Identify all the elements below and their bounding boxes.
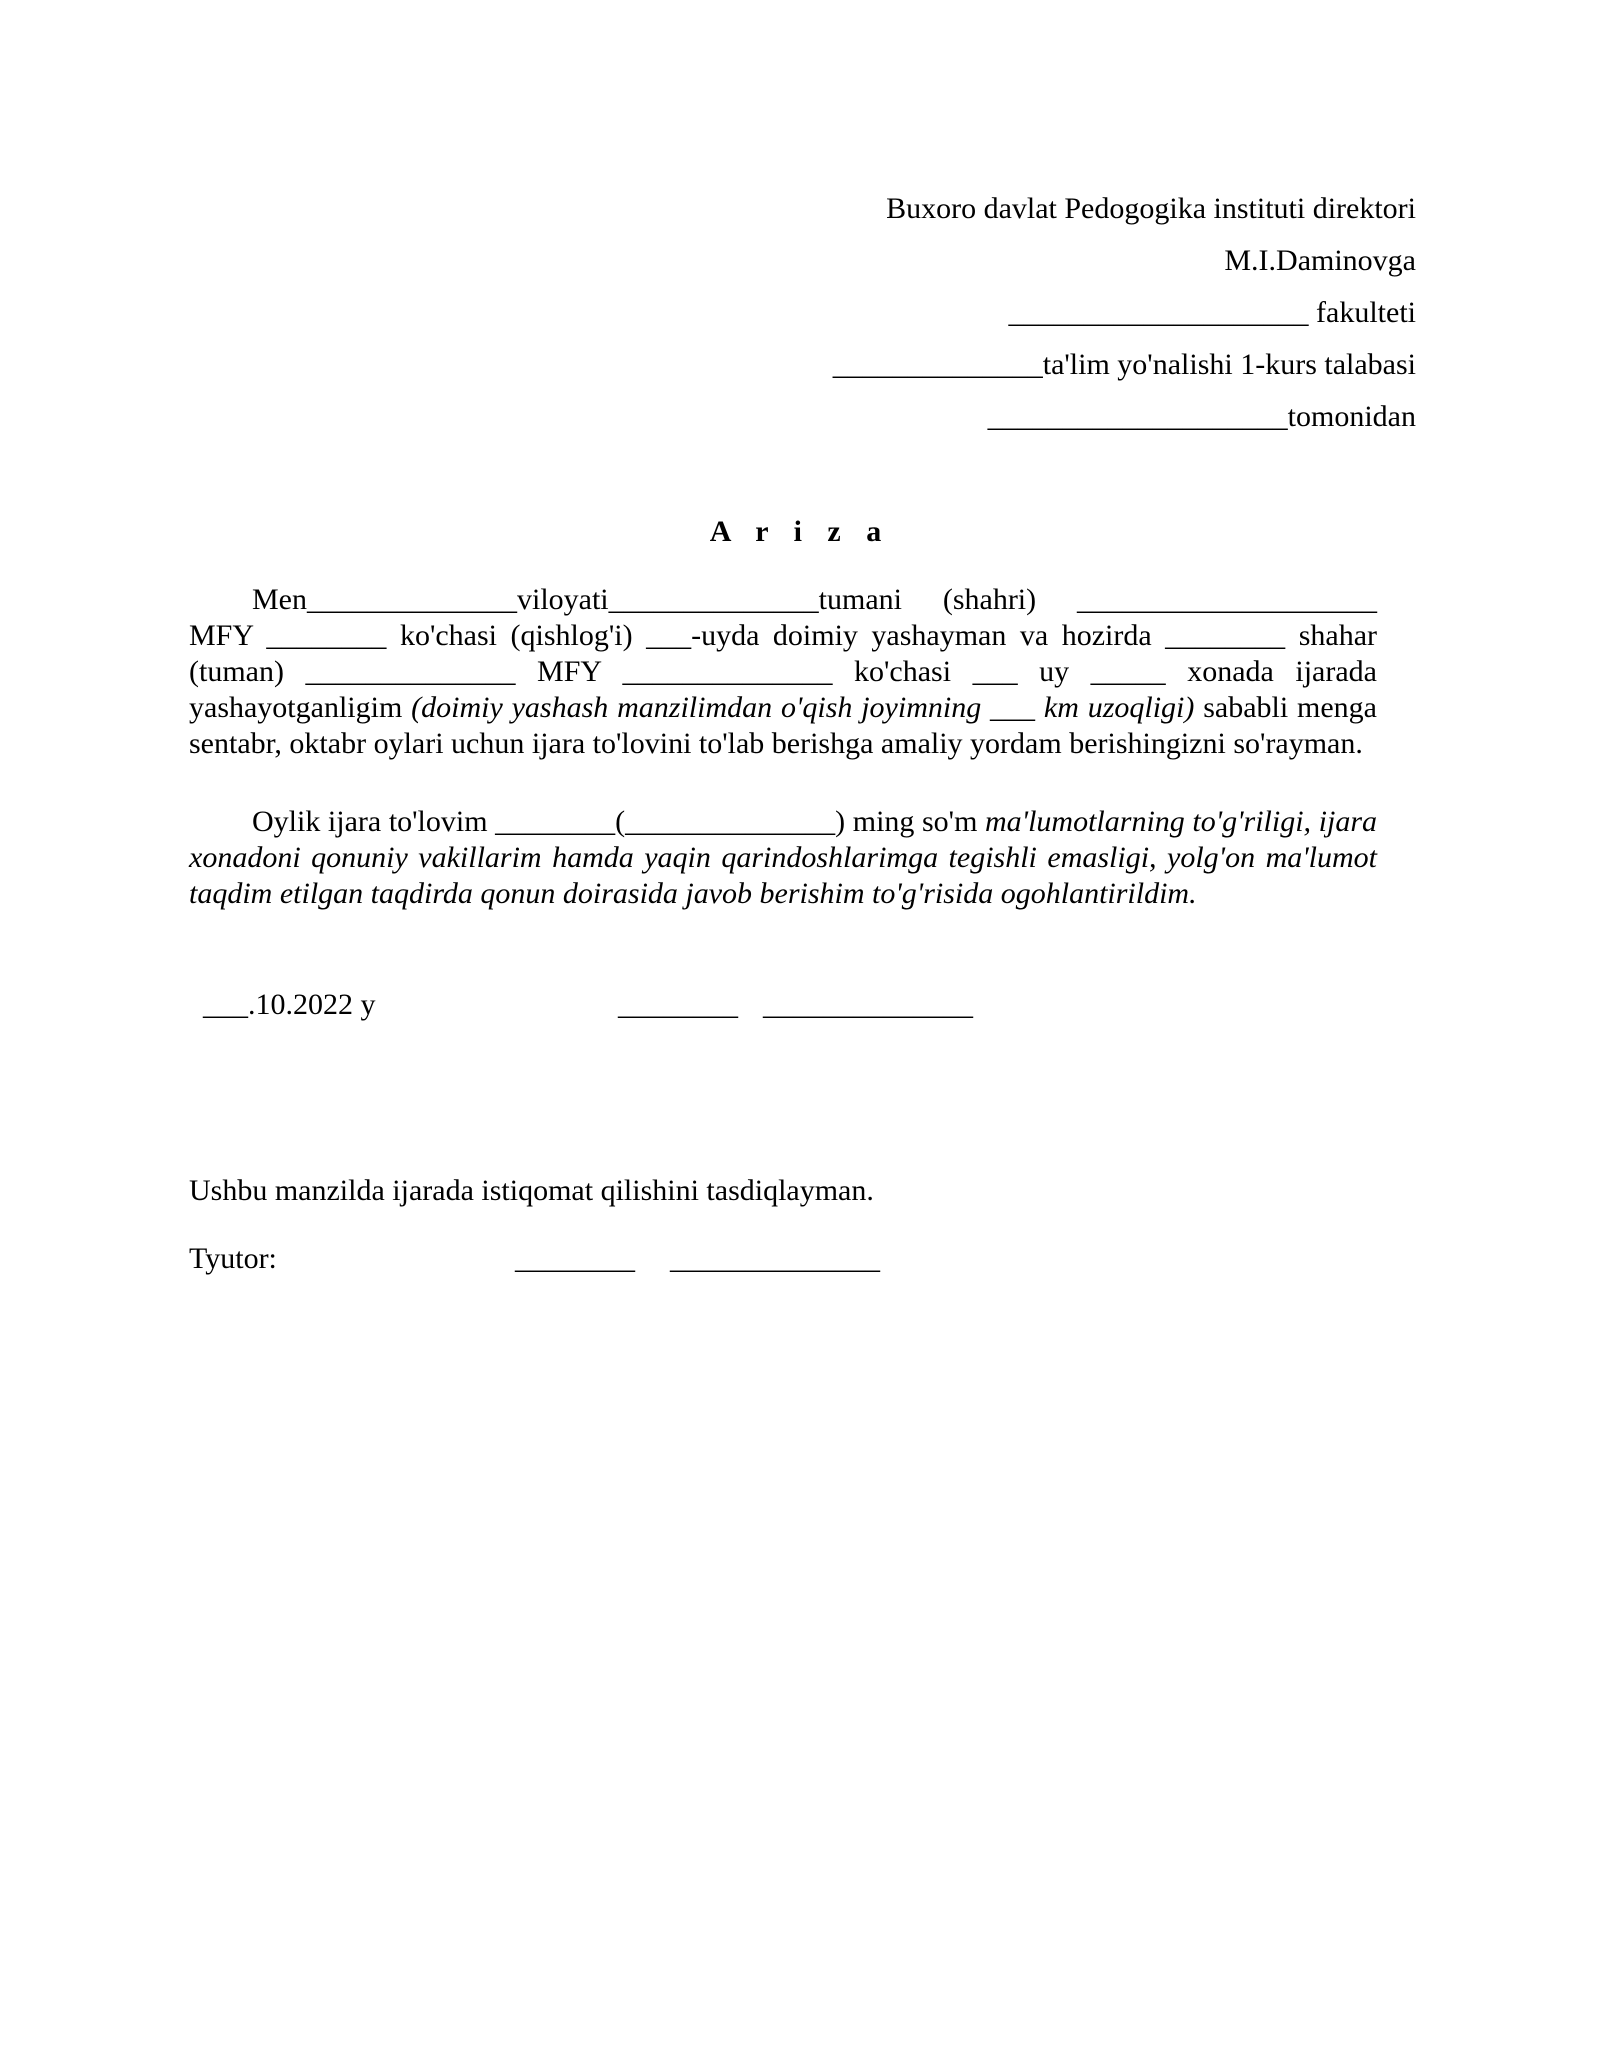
addressee-director: M.I.Daminovga: [1224, 244, 1416, 277]
addressee-institution: Buxoro davlat Pedogogika instituti direktori: [886, 192, 1416, 225]
distance-note: (doimiy yashash manzilimdan o'qish joyimning ___ km uzoqligi): [411, 691, 1195, 724]
request-text-start: Men______________viloyati______________tumani (shahri) ____________________ MFY ________ ko'chasi (qishlog'i) ___-uyda doimiy yashayman va hozirda ________ shahar (tuman) ______________ MFY ______________ ko'chasi ___ uy _____ xonada ijarada yashayotganligim: [189, 583, 1385, 724]
date-field: ___.10.2022 y: [203, 988, 376, 1021]
document-title: A r i z a: [709, 515, 891, 548]
faculty-line: ____________________ fakulteti: [1008, 296, 1416, 329]
tutor-name-blank: ______________: [670, 1242, 880, 1275]
request-text-end: sababli menga sentabr, oktabr oylari uchun ijara to'lovini to'lab berishga amaliy yordam berishingizni so'rayman.: [189, 691, 1385, 760]
tutor-signature-blank: ________: [515, 1242, 635, 1275]
tutor-label: Tyutor:: [189, 1242, 277, 1275]
signature-blank: ________: [618, 988, 738, 1021]
from-line: ____________________tomonidan: [987, 400, 1416, 433]
student-direction-line: ______________ta'lim yo'nalishi 1-kurs talabasi: [832, 348, 1416, 381]
addressee-block: [700, 183, 1416, 443]
warning-note: ma'lumotlarning to'g'riligi, ijara xonadoni qonuniy vakillarim hamda yaqin qarindoshlarimga tegishli emasligi, yolg'on ma'lumot taqdim etilgan taqdirda qonun doirasida javob berishim to'g'risida ogohlantirildim.: [189, 805, 1385, 910]
rent-amount-text: Oylik ijara to'lovim ________(______________) ming so'm: [252, 805, 986, 838]
rent-paragraph: [189, 804, 1385, 912]
request-paragraph: [189, 582, 1385, 804]
confirmation-text: Ushbu manzilda ijarada istiqomat qilishini tasdiqlayman.: [189, 1174, 874, 1207]
name-blank: ______________: [763, 988, 973, 1021]
application-body: [189, 582, 1385, 912]
